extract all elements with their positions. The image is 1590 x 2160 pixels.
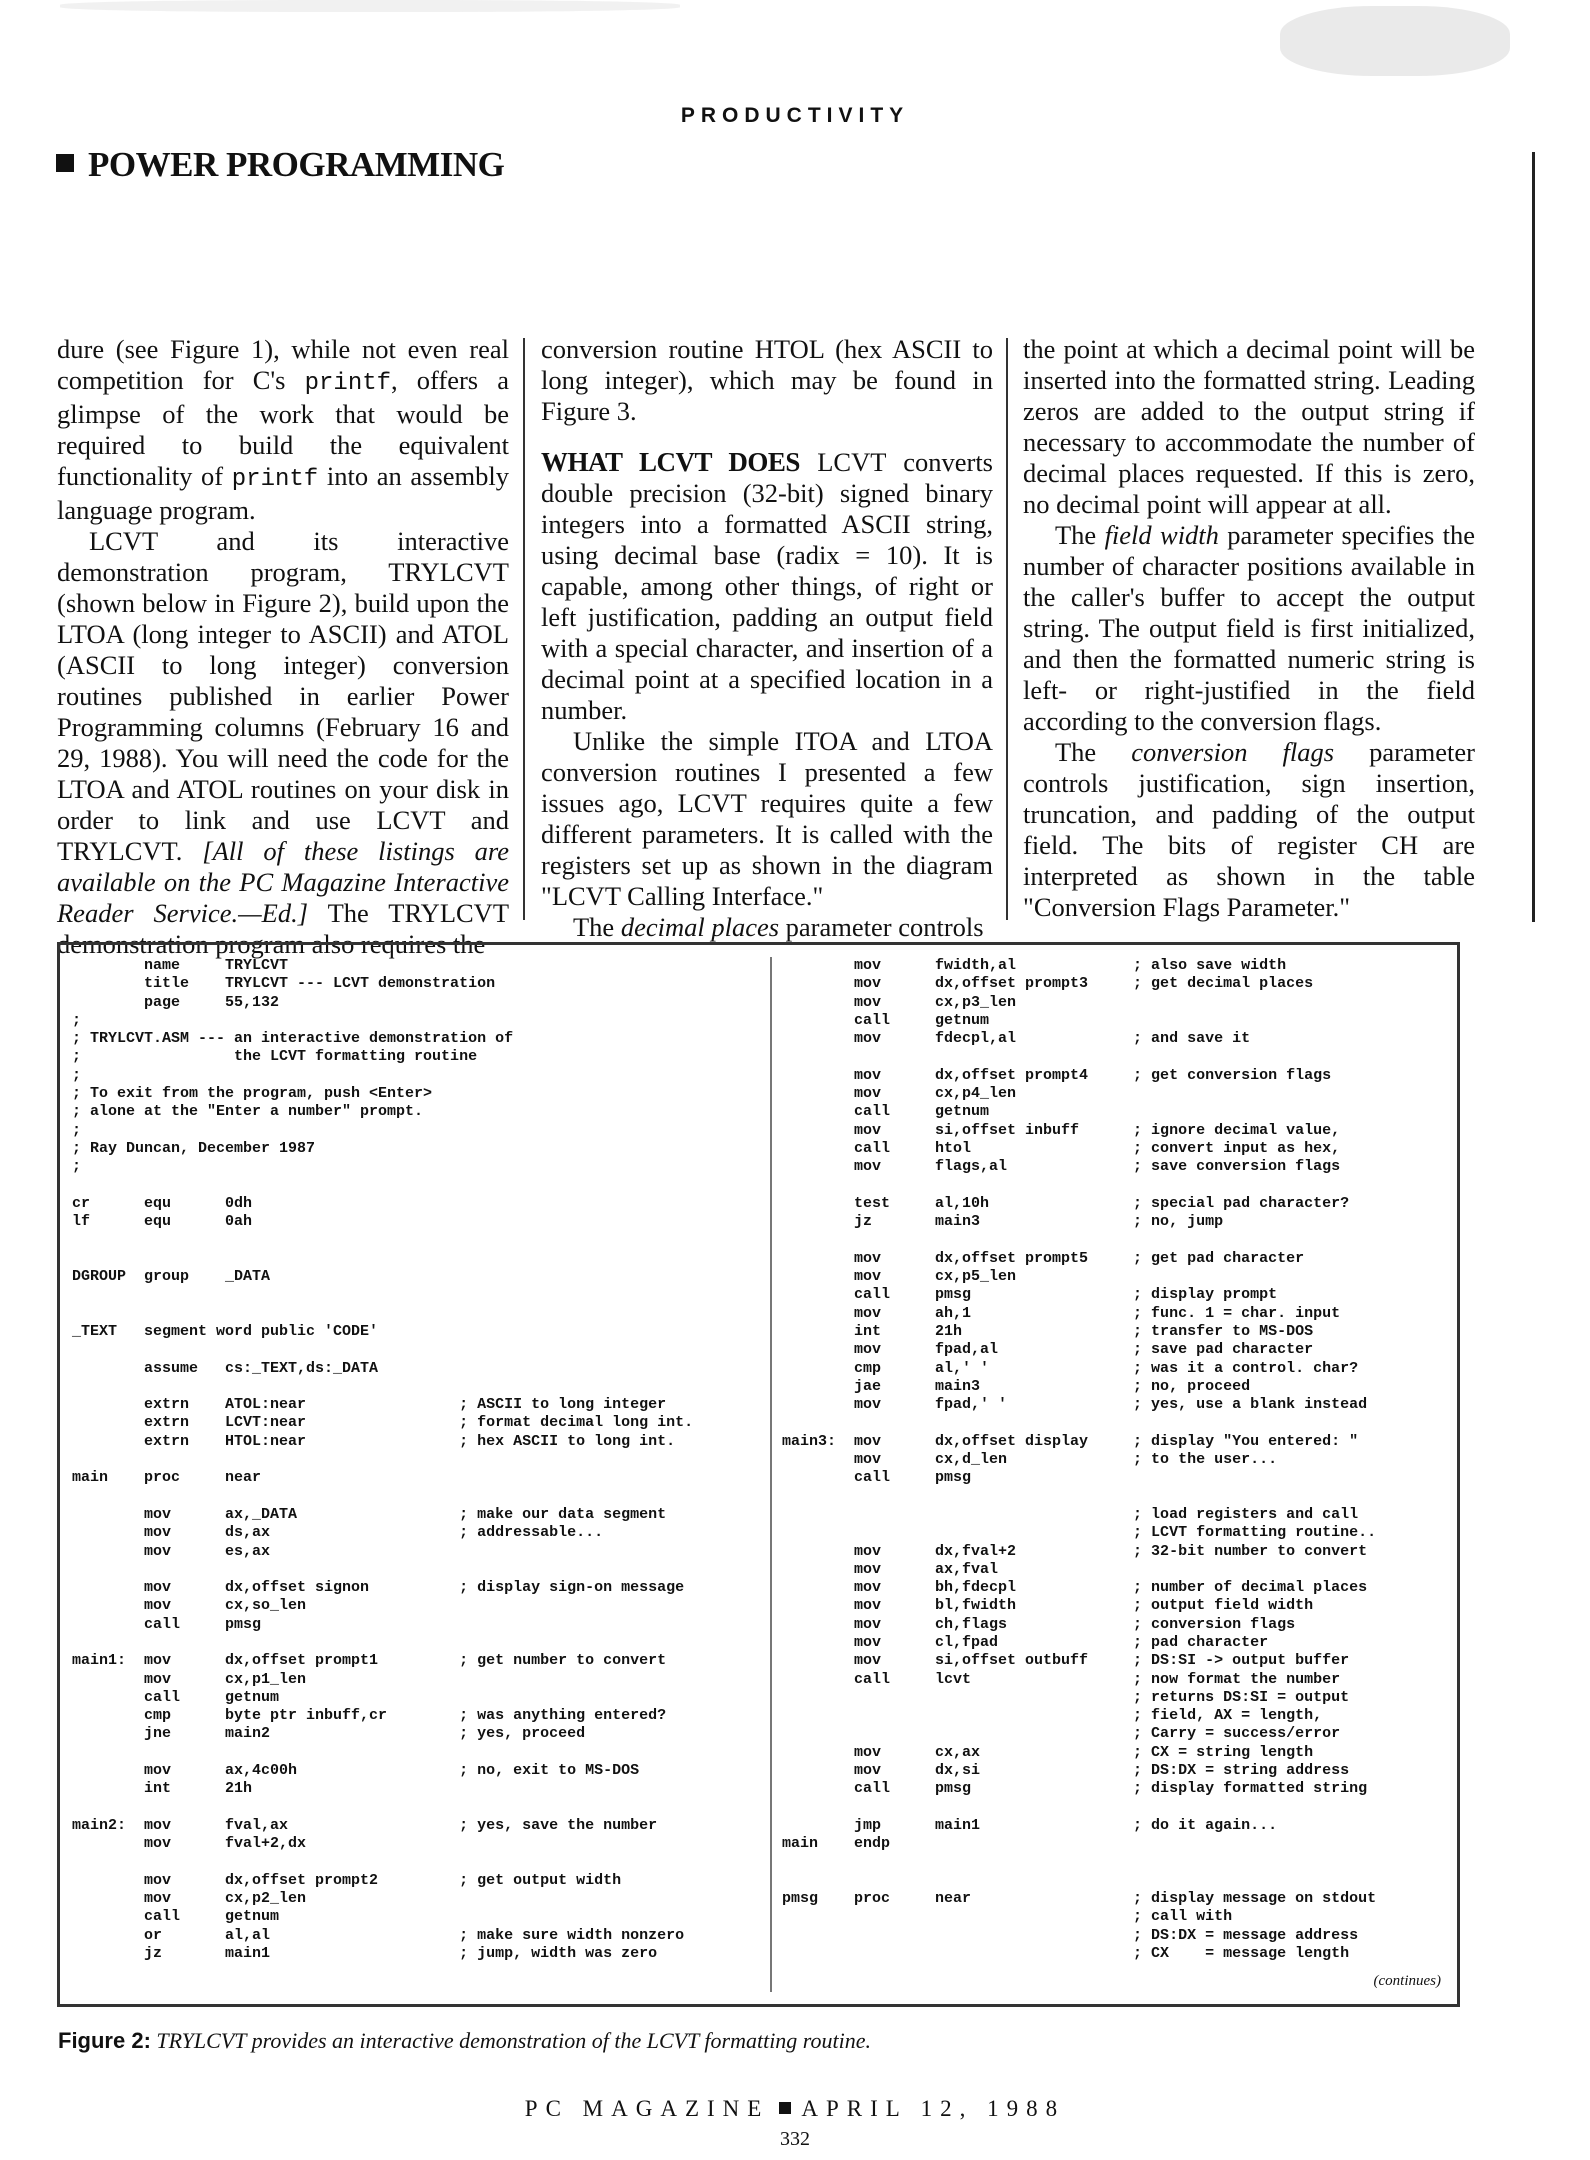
caption-text: TRYLCVT provides an interactive demonstration of the LCVT formatting routine. <box>156 2028 872 2053</box>
footer-date: APRIL 12, 1988 <box>801 2096 1066 2121</box>
article-column-1 <box>57 334 509 960</box>
italic-term: field width <box>1104 520 1219 550</box>
continues-note: (continues) <box>1373 1973 1441 1989</box>
editor-note: [All of these listings are available on the PC Magazine Interactive Reader Service.—Ed.] <box>57 836 509 928</box>
text: into an assembly language program. <box>57 461 509 525</box>
section-label: PRODUCTIVITY <box>680 104 910 127</box>
text: LCVT and its interactive demonstration program, TRYLCVT (shown below in Figure 2), build upon the LTOA (long integer to ASCII) and ATOL (ASCII to long integer) conversion routines published in earlier Power Programming columns (February 16 and 29, 1988). You will need the code for the LTOA and ATOL routines on your disk in order to link and use LCVT and TRYLCVT. <box>57 526 509 866</box>
paragraph <box>57 526 509 960</box>
caption-label: Figure 2: <box>58 2028 151 2053</box>
page-footer <box>0 2096 1590 2122</box>
scan-smudge <box>60 0 680 12</box>
footer-magazine: PC MAGAZINE <box>524 2096 770 2121</box>
column-separator <box>523 338 525 920</box>
text: parameter controls <box>779 912 984 942</box>
text: The TRYLCVT demonstration program also requires the <box>57 898 510 959</box>
figure-caption <box>58 2028 871 2054</box>
square-bullet-icon <box>56 154 74 172</box>
column-separator <box>1006 338 1008 920</box>
code-listing-left: name TRYLCVT title TRYLCVT --- LCVT demonstration page 55,132 ; ; TRYLCVT.ASM --- an interactive demonstration of ; the LCVT formatting routine ; ; To exit from the program, push <Enter> ; alone at the "Enter a number" prompt. ; ; Ray Duncan, December 1987 ; cr equ 0dh lf equ 0ah DGROUP group _DATA _TEXT segment word public 'CODE' assume cs:_TEXT,ds:_DATA extrn ATOL:near ; ASCII to long integer extrn LCVT:near ; format decimal long int. extrn HTOL:near ; hex ASCII to long int. main proc near mov ax,_DATA ; make our data segment mov ds,ax ; addressable... mov es,ax mov dx,offset signon ; display sign-on message mov cx,so_len call pmsg main1: mov dx,offset prompt1 ; get number to convert mov cx,p1_len call getnum cmp byte ptr inbuff,cr ; was anything entered? jne main2 ; yes, proceed mov ax,4c00h ; no, exit to MS-DOS int 21h main2: mov fval,ax ; yes, save the number mov fval+2,dx mov dx,offset prompt2 ; get output width mov cx,p2_len call getnum or al,al ; make sure width nonzero jz main1 ; jump, width was zero <box>72 957 694 1963</box>
square-bullet-icon <box>779 2102 791 2114</box>
paragraph: conversion routine HTOL (hex ASCII to long integer), which may be found in Figure 3. <box>541 334 993 426</box>
paragraph <box>1023 737 1475 923</box>
text: The <box>573 912 621 942</box>
code-printf: printf <box>304 370 392 397</box>
paragraph <box>541 912 993 943</box>
text: The <box>1055 737 1132 767</box>
code-printf: printf <box>231 466 319 493</box>
paragraph <box>1023 520 1475 737</box>
scan-smudge <box>1280 6 1510 76</box>
paragraph <box>57 334 509 526</box>
code-listing-box <box>57 942 1460 2007</box>
article-column-2 <box>541 334 993 943</box>
page-number: 332 <box>780 2128 810 2150</box>
text: , offers a glimpse of the work that would be required to build the equivalent functionality of <box>57 365 509 491</box>
article-column-3 <box>1023 334 1475 923</box>
subhead: WHAT LCVT DOES <box>541 447 800 477</box>
code-listing-right: mov fwidth,al ; also save width mov dx,offset prompt3 ; get decimal places mov cx,p3_len call getnum mov fdecpl,al ; and save it mov dx,offset prompt4 ; get conversion flags mov cx,p4_len call getnum mov si,offset inbuff ; ignore decimal value, call htol ; convert input as hex, mov flags,al ; save conversion flags test al,10h ; special pad character? jz main3 ; no, jump mov dx,offset prompt5 ; get pad character mov cx,p5_len call pmsg ; display prompt mov ah,1 ; func. 1 = char. input int 21h ; transfer to MS-DOS mov fpad,al ; save pad character cmp al,' ' ; was it a control. char? jae main3 ; no, proceed mov fpad,' ' ; yes, use a blank instead main3: mov dx,offset display ; display "You entered: " mov cx,d_len ; to the user... call pmsg ; load registers and call ; LCVT formatting routine.. mov dx,fval+2 ; 32-bit number to convert mov ax,fval mov bh,fdecpl ; number of decimal places mov bl,fwidth ; output field width mov ch,flags ; conversion flags mov cl,fpad ; pad character mov si,offset outbuff ; DS:SI -> output buffer call lcvt ; now format the number ; returns DS:SI = output ; field, AX = length, ; Carry = success/error mov cx,ax ; CX = string length mov dx,si ; DS:DX = string address call pmsg ; display formatted string jmp main1 ; do it again... main endp pmsg proc near ; display message on stdout ; call with ; DS:DX = message address ; CX = message length <box>782 957 1377 1963</box>
listing-divider <box>770 957 772 1992</box>
text: The <box>1055 520 1105 550</box>
text: parameter controls justification, sign insertion, truncation, and padding of the output field. The bits of register CH are interpreted as shown in the table "Conversion Flags Parameter." <box>1023 737 1475 922</box>
paragraph: the point at which a decimal point will be inserted into the formatted string. Leading zeros are added to the output string if necessary to accommodate the number of decimal places requested. If this is zero, no decimal point will appear at all. <box>1023 334 1475 519</box>
text: LCVT converts double precision (32-bit) signed binary integers into a formatted ASCII string, using decimal base (radix = 10). It is capable, among other things, of right or left justification, padding an output field with a special character, and insertion of a decimal point at a specified location in a number. <box>541 447 993 725</box>
text: parameter specifies the number of character positions available in the caller's buffer to accept the output string. The output field is first initialized, and then the formatted numeric string is left- or right-justified in the field according to the conversion flags. <box>1023 520 1475 736</box>
text: dure (see Figure 1), while not even real competition for C's <box>57 334 509 395</box>
column-title-text: POWER PROGRAMMING <box>88 145 505 184</box>
paragraph: Unlike the simple ITOA and LTOA conversion routines I presented a few issues ago, LCVT requires quite a few different parameters. It is called with the registers set up as shown in the diagram "LCVT Calling Interface." <box>541 726 993 911</box>
paragraph <box>541 447 993 726</box>
italic-term: conversion flags <box>1131 737 1335 767</box>
italic-term: decimal places <box>620 912 780 942</box>
column-title <box>56 145 504 185</box>
vertical-rule <box>1532 152 1535 922</box>
